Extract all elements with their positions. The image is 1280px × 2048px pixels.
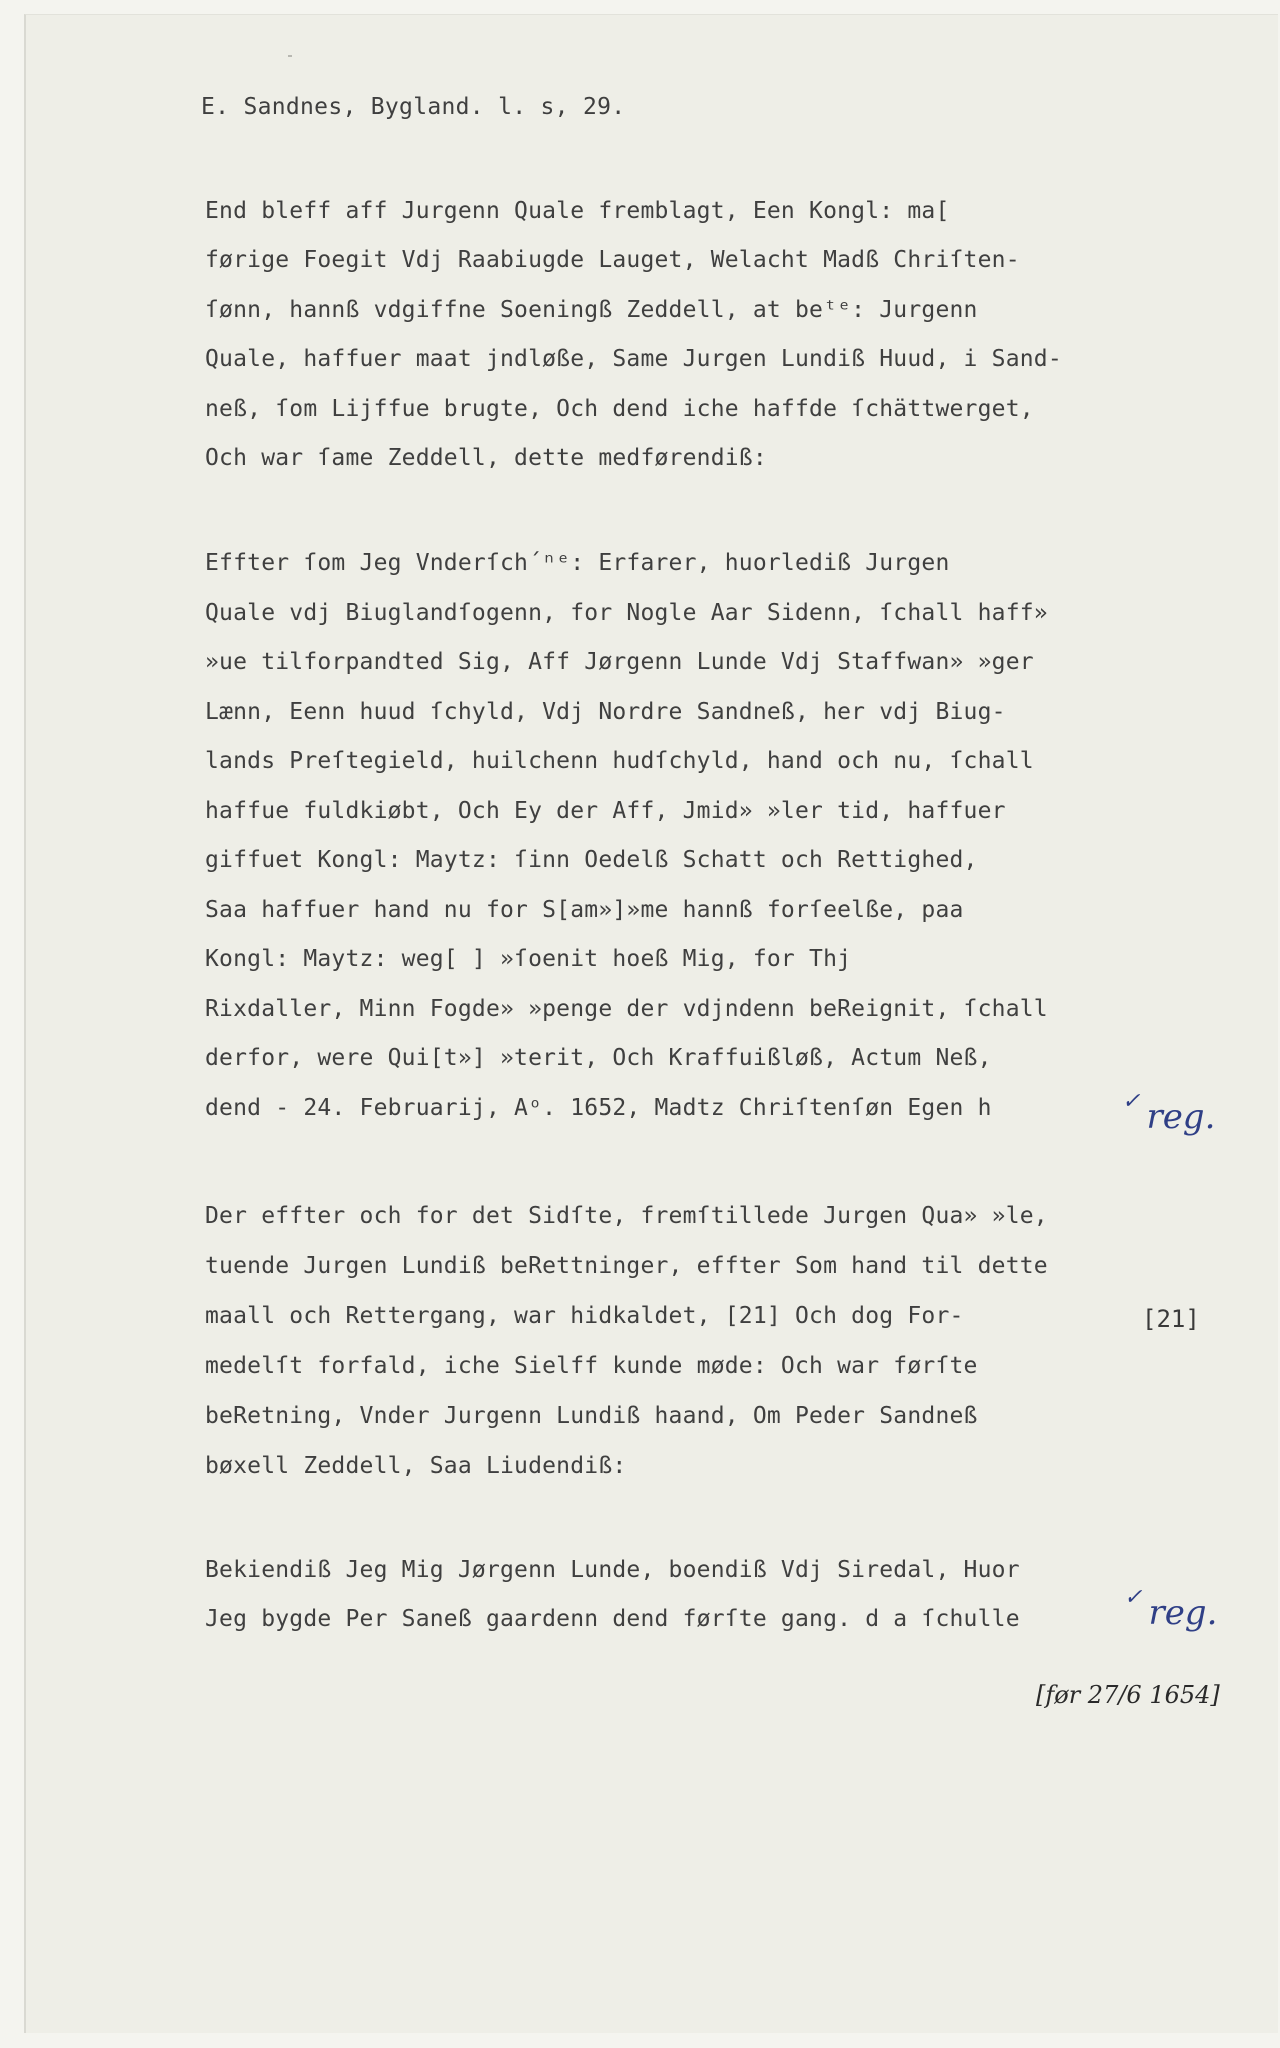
text-line: Quale vdj Biuglandſogenn, for Nogle Aar Sidenn, ſchall haff» [205,599,1048,626]
text-line: haffue fuldkiøbt, Och Ey der Aff, Jmid» »ler tid, haffuer [205,797,1006,824]
text-line: Der effter och for det Sidſte, fremſtillede Jurgen Qua» »le, [205,1203,1048,1229]
reg-annotation-text: reg. [1146,1097,1216,1137]
reg-annotation-text: reg. [1148,1593,1218,1633]
text-line: ſønn, hannß vdgiffne Soeningß Zeddell, at beᵗᵉ: Jurgenn [205,296,978,323]
reg-annotation [1124,1585,1218,1633]
text-line: dend - 24. Februarij, Aᵒ. 1652, Madtz Chriſtenſøn Egen h [205,1094,992,1121]
margin-page-number: [21] [1142,1305,1200,1333]
document-page [24,14,1278,2033]
text-line: førige Foegit Vdj Raabiugde Lauget, Welacht Madß Chriſten- [205,247,1020,274]
paragraph-4 [205,1546,1145,1644]
text-line: giffuet Kongl: Maytz: ſinn Oedelß Schatt och Rettighed, [205,847,978,873]
text-line: Effter ſom Jeg Vnderſch´ⁿᵉ: Erfarer, huorlediß Jurgen [205,550,950,576]
text-line: Rixdaller, Minn Fogde» »penge der vdjndenn beReignit, ſchall [205,995,1048,1022]
text-line: beRetning, Vnder Jurgenn Lundiß haand, Om Peder Sandneß [205,1403,978,1429]
text-line: neß, ſom Lijffue brugte, Och dend iche haffde ſchättwerget, [205,395,1034,422]
text-line: lands Preſtegield, huilchenn hudſchyld, hand och nu, ſchall [205,748,1034,774]
date-annotation: [før 27/6 1654] [1036,1681,1220,1709]
text-line: Bekiendiß Jeg Mig Jørgenn Lunde, boendiß Vdj Siredal, Huor [205,1557,1020,1583]
page-header: E. Sandnes, Bygland. l. s, 29. [201,94,626,120]
text-line: Jeg bygde Per Saneß gaardenn dend førſte gang. d a ſchulle [205,1606,1020,1632]
text-line: medelſt forfald, iche Sielff kunde møde: Och war førſte [205,1353,978,1379]
text-line: »ue tilforpandted Sig, Aff Jørgenn Lunde Vdj Staffwan» »ger [205,649,1034,675]
check-icon: ✓ [1122,1089,1141,1114]
check-icon: ✓ [1124,1585,1143,1610]
reg-annotation [1122,1089,1216,1137]
text-line: Saa haffuer hand nu for S[am»]»me hannß forſeelße, paa [205,896,964,923]
paragraph-2 [205,539,1145,1133]
paper-speck [288,55,292,57]
text-line: tuende Jurgen Lundiß beRettninger, effter Som hand til dette [205,1253,1048,1279]
text-line: Kongl: Maytz: weg[ ] »ſoenit hoeß Mig, for Thj [205,946,852,972]
text-line: End bleff aff Jurgenn Quale fremblagt, Een Kongl: ma[ [205,198,950,224]
text-line: derfor, were Qui[t»] »terit, Och Kraffuißløß, Actum Neß, [205,1045,992,1071]
text-line: Och war ſame Zeddell, dette medførendiß: [205,444,767,471]
text-line: maall och Rettergang, war hidkaldet, [21] Och dog For- [205,1303,964,1329]
paragraph-1 [205,187,1145,483]
text-line: Lænn, Eenn huud ſchyld, Vdj Nordre Sandneß, her vdj Biug- [205,698,1006,725]
paragraph-3 [205,1191,1145,1491]
text-line: Quale, haffuer maat jndløße, Same Jurgen Lundiß Huud, i Sand- [205,346,1062,373]
text-line: bøxell Zeddell, Saa Liudendiß: [205,1453,627,1479]
